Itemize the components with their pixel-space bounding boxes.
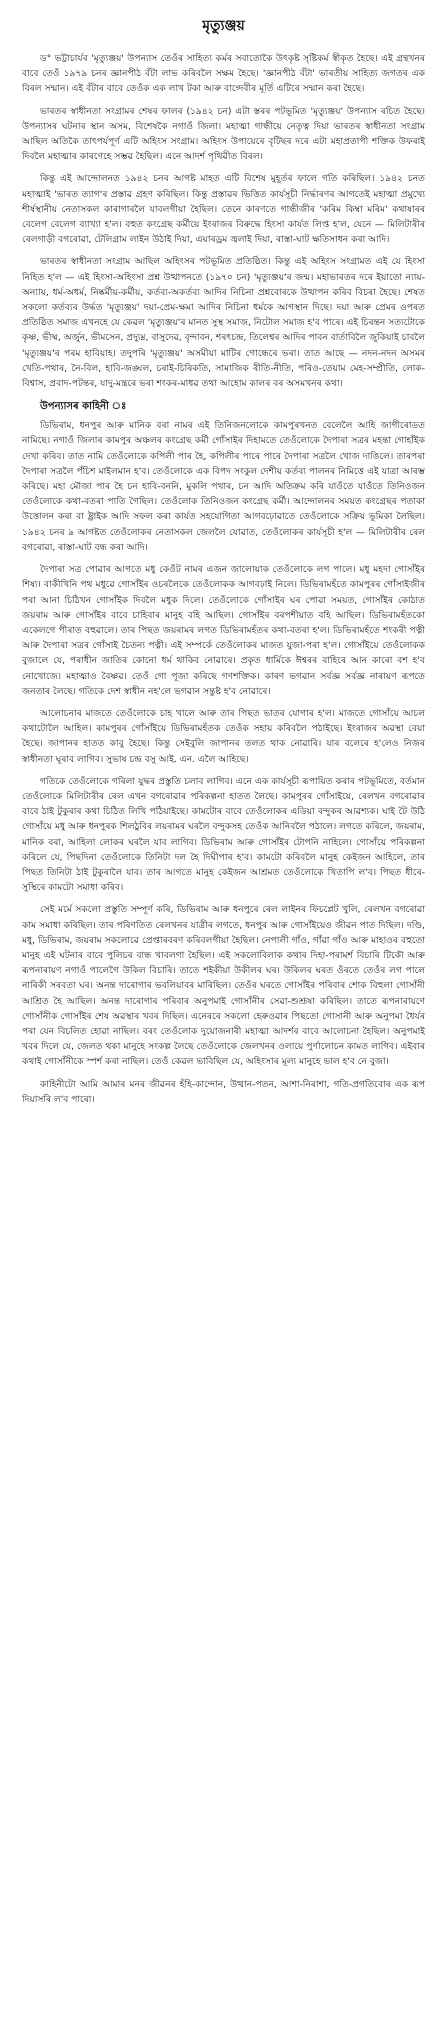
story-paragraph: গতিকে তেওঁলোকে গৰিলা যুদ্ধৰ প্ৰস্তুতি চলাব লাগিব। এনে এক কাৰ্যসূচী ৰূপায়িত কৰাৰ পটভূমিতে, বৰ্তমান তেওঁলোকে মিলিটাৰীৰ ৰেল এখন বগৰোৱাৰ পৰিকল্পনা হাতত লৈছে। কামপুৰৰ গোঁসাইয়ে, ৰেলখন বগৰোৱাৰ বাবে ঠাই টুকুৰাৰ কথা চিঠিত লিখি পঠিয়াইছে। কামটোৰ বাবে তেওঁলোকৰ এডিয়া বন্দুকৰ আৱশ্যক। ঘাই টৈ উঠি গোসাঁয়ে মধু আৰু ধনপুৰক শিলঠুবিৰ লয়ৰামৰ ঘৰলৈ বন্দুকসহ তেওঁক আনিবলৈ পঠালে। লগতে কৰিলে, জয়ৰাম, মানিক বৰা, আহিলা লোকৰ ঘৰলৈ যাব লাগিব। ডিভিৰাম আৰু গোসাঁইৰ টোপনি নাহিলে। গোসাঁয়ে পৰিকল্পনা কৰিলে যে, পিছদিনা তেওঁলোকে তিনিটা দল হৈ দিঘীপাৰ হ'ব। কামটো কৰিবলৈ মানুহ কেইজন আহিলে, তাৰ পিছত তিনিটা ঠাই টুকুৰালৈ যাব। তাৰ আগতে মানুহ কেইজন আশ্ৰমত তেওঁলোকে খিতাপি ল'ব। পিছত ধীৰে-সুস্থিৰে কামটো সমাধা কৰিব। [22,776,425,894]
story-subheading: উপন্যাসৰ কাহিনী ঃ [40,401,127,413]
story-paragraph: দৈপাৰা সত্ৰ পোৱাৰ আগতে মধু কেওঁট নামৰ এজন জালোয়াক তেওঁলোকে লগ পালে। মধু মহদা গোসাঁইৰ শিষ্য। বাকীখিনি পথ মধুৱে গোসাঁইৰ ওচৰলৈকে তেওঁলোকক আগবঢ়াই নিলে। ডিভিৰামহঁতে কামপুৰৰ গোঁসাইজীৰ পৰা আনা চিঠিখন গোসাঁইক দিবলৈ মধুক দিলে। তেওঁলোকে গোঁসাইৰ ঘৰ পোৱা সময়ত, গোসাঁইৰ কোঠাত জয়ৰাম আৰু গোসাঁইৰ বাবে চাহিবাৰ মানুহ বহি আছিল। গোসাঁইৰ বৰপশীয়াত বহি আছিল। ডিভিৰামহঁতকো একেলগে পীৰাত বহুৱালে। তাৰ পিছত জয়ৰামৰ লগত ডিভিৰামহঁতৰ কথা-বতৰা হ'ল। ডিভিৰামহঁতে শংকৰী পত্নী আৰু দৈপাৰা সত্ৰৰ গোঁসাই চৈতন্য পত্নী। এই সম্পৰ্কে তেওঁলোকৰ মাজত যুজা-পৰা হ'ল। গোসাঁইয়ে তেওঁলোকক বুজালে যে, পৰাধীন জাতিৰ কোনো ধৰ্ম থাকিব নোৱাৰে। প্ৰকৃত ধাৰ্মিকে ঈশ্বৰৰ বাহিৰে আন কাৰো বশ হ'ব নোখোজে। মহাত্মাও বৈষ্ণৱ। তেওঁ গো পূজা কৰিছে গণশক্তিক। কাৰণ ভগৱান সৰ্বজ্ঞ সৰ্বজ্ঞ নাৰায়ণ ৰূপতে জনতাৰ লৈছে। গতিকে দেশ স্বাধীন নহ'লে ভগৱান সন্তুষ্ট হ'ব নোৱাৰে। [22,565,425,697]
theme-paragraph: ভাৰতৰ স্বাধীনতা সংগ্ৰাম আছিল অহিংসৰ পটভূমিত প্ৰতিষ্ঠিত। কিন্তু এই অহিংস সংগ্ৰামত এই যে হিংসা নিহিত হ'ল — এই হিংসা-অহিংসা প্ৰশ্ন উত্থাপনতে (১৯৭০ চন) 'মৃত্যুঞ্জয়'ৰ জন্ম। মহাভাৰতৰ দৰে ইয়াতো ন্যায়-অন্যায়, ধৰ্ম-অধৰ্ম, নিষ্কৰ্মীয়-কৰ্মীয়, কৰ্তব্য-অকৰ্তব্য আদিৰ নিচিনা প্ৰশ্নবোৰকে উত্থাপন কৰিব বিচৰা হৈছে। শেষত সকলো কৰ্তব্যৰ উৰ্দ্ধত 'মৃত্যুঞ্জয়' দয়া-প্ৰেম-ক্ষমা আদিৰ নিচিনা ধৰ্মকে আগস্থান দিছে। দয়া আৰু প্ৰেমৰ ওপৰত প্ৰতিষ্ঠিত সমাজ এখনহে যে কেৱল 'মৃত্যুঞ্জয়'ৰ মানত সুস্থ সমাজ, নিটোল সমাজ হ'ব পাৰে। এই চিৰন্তন সত্যটোকে কৃষ্ণ, ভীষ্ম, অৰ্জুন, ভীমসেন, প্ৰদ্যুম্ন, বাসুদেৱ, বৃন্দাবন, শৰৎচন্দ্ৰ, তিলেশ্বৰ আদিৰ পাবন বাৰ্তাবিলৈ জুকিয়াই চাবলৈ 'মৃত্যুঞ্জয়'ৰ পৰম হাবিয়াহ। তদুপৰি 'মৃত্যুঞ্জয়' অসমীয়া মাটিৰ গোন্ধেৰে ভৰা। তাত আছে — নদন-নদন অসমৰ খেতি-পথাৰ, নৈ-বিল, হাবি-জঙ্ঘল, চৰাই-চিৰিকতি, সামাজিক ৰীতি-নীতি, পৰিও-তেয়াম মেহ-সম্প্ৰীতি, লোক-বিশ্বাস, প্ৰবাদ-পটন্তৰ, যাদু-মন্ত্ৰৰে ভৰা শংকৰ-মাধৱ তথা আহোম কালৰ বৰ অসমখনৰ কথা। [22,257,425,390]
intro-paragraph: ড° ভট্টাচাৰ্যৰ 'মৃত্যুঞ্জয়' উপন্যাস তেওঁৰ সাহিত্য কৰ্মৰ সবাতোকৈ উৎকৃষ্ট সৃষ্টিকৰ্ম স্বীকৃত হৈছে। এই গ্ৰন্থখনৰ বাবে তেওঁ ১৯৭৯ চনৰ জ্ঞানপীঠ বঁটা লাভ কৰিবলৈ সক্ষম হৈছে। 'জ্ঞানপীঠ বঁটা' ভাৰতীয় সাহিত্য জগতৰ এক বিৰল সন্মান। এই বঁটাৰ বাবে তেওঁক এক লাখ টকা আৰু বাগ্দেবীৰ মূৰ্তি এটিৰে সন্মান কৰা হৈছে। [22,54,425,95]
story-paragraph: ডিভিৰাম, ধনপুৰ আৰু মানিক বৰা নামৰ এই তিনিজনলোকে কামপুৰখনত বেলেলৈ আহি জাগীৰোডত নামিছে। নগাওঁ জিলাৰ কামপুৰ অঞ্চলৰ কংগ্ৰেছ কৰ্মী গোঁসাইৰ দিহামতে তেওঁলোকে দৈপাৰা সত্ৰৰ মহন্তা গোহাঁইক দেখা কৰিব। তাত নামি তেওঁলোকে কপিলী পাৰ হৈ, কপিলীৰ পাৰে পাৰে দৈপাৰা সত্ৰলৈ খোজ দাঙিলে। তাৰপৰা দৈপাৰা সত্ৰলৈ পঁচিশ মাইলমান হ'ব। তেওঁলোকে এক বিপদ সংকুল দেশীয় কৰ্তব্য পালনৰ নিমিত্তে এই যাত্ৰা আৰম্ভ কৰিছে। মহা মৌজা পাৰ হৈ চন হাবি-বননি, মুকলি পথাৰ, চন আদি অতিক্ৰম কৰি যাওঁতে যাওঁতে তিনিওজন তেওঁলোকে কথা-বতৰা পাতি গৈছিল। তেওঁলোক তিনিওজন কংগ্ৰেছ কৰ্মী। আন্দোলনৰ সময়ত কংগ্ৰেছৰ পতাকা উত্তোলন কৰা বা ষ্ট্ৰাইক আদি সফল কৰা কাৰ্যত সহযোগিতা আগবঢ়োৱাতে তেওঁলোকে সক্ৰিয় ভূমিকা লৈছিল। ১৯৪২ চনৰ ৯ আগষ্টত তেওঁলোকৰ নেতাসকল জেললৈ যোৱাত, তেওঁলোকৰ কাৰ্যসূচী হ'ল — মিলিটাৰীৰ ৰেল বগৰোৱা, ৰাস্তা-ঘাট বন্ধ কৰা আদি। [22,421,425,553]
closing-paragraph: কাহিনীটো আমি আমাৰ মনৰ জীৱনৰ হঁহি-কান্দোন, উত্থান-পতন, আশা-নিৰাশা, গতি-প্ৰগতিবোৰ এক ৰূপ দিয়াসৰি ল'ব পাৰো। [22,1079,425,1105]
background-paragraph: ভাৰতৰ স্বাধীনতা সংগ্ৰামৰ শেষৰ ফালৰ (১৯৪২ চন) এটা স্তৰৰ পটভূমিত 'মৃত্যুঞ্জয়' উপন্যাস ৰচিত হৈছে। উপন্যাসৰ ঘটনাৰ স্থান অসম, বিশেষকৈ নগাওঁ জিলা। মহাত্মা গান্ধীয়ে নেতৃত্ব দিয়া ভাৰতৰ স্বাধীনতা সংগ্ৰাম আছিল অতিকৈ তাৎপৰ্যপূৰ্ণ এটি অহিংস সংগ্ৰাম। অহিংস উপায়েৰে বৃটিছৰ দৰে এটা মহাপ্ৰতাপী শক্তিক উফৰাই দিবলৈ মহাত্মাৰ কাৰণেহে সম্ভৱ হৈছিল। এনে আদৰ্শ পৃথিৱীত বিৰল। [22,106,425,163]
page-title: মৃত্যুঞ্জয় [202,18,245,34]
movement-paragraph: কিন্তু এই আন্দোলনত ১৯৪২ চনৰ আগষ্ট মাহত এটি বিশেষ মুহূৰ্তৰ ফালে গতি কৰিছিল। ১৯৪২ চনত মহাত্মাই 'ভাৰত ত্যাগ'ৰ প্ৰস্তাৱ গ্ৰহণ কৰিছিল। কিন্তু প্ৰস্তাৱৰ ভিত্তিত কাৰ্যসূচী নিৰ্দ্ধাৰণৰ আগতেই মহাত্মা প্ৰমুখ্যে শীৰ্ষস্থানীয় নেতাসকল কাৰাগাৰলৈ যাবলগীয়া হৈছিল। তেনে কাৰণতে গান্ধীজীৰ 'কৰিম কিম্বা মৰিম' কথাষাৰৰ বেলেগ বেলেগ ব্যাখ্যা হ'ল। বহুত কংগ্ৰেছ কৰ্মীয়ে ইংৰাজৰ বিৰুদ্ধে হিংসা কাৰ্যত লিপ্ত হ'ল, যেনে — মিলিটাৰীৰ ৰেলগাড়ী বগৰোৱা, টেলিগ্ৰাম লাইন উঠাই দিয়া, এয়াৰড্ৰম জ্বলাই দিয়া, ৰাস্তা-ঘাট ক্ষতিসাধন কৰা আদি। [22,174,425,246]
story-paragraph: সেই মৰ্মে সকলো প্ৰস্তুতি সম্পূৰ্ণ কৰি, ডিভিৰাম আৰু ধনপুৰে ৰেল লাইনৰ ফিচপ্লেট খুলি, ৰেলখন বগৰোৱা কাম সমাধা কৰিছিল। তাৰ পৰিণতিত ৰেলখনৰ যাত্ৰীৰ লগতে, ধনপুৰ আৰু গোসাঁইয়েও জীৱন পাত দিছিল। দণ্ডি, মধু, ডিভিৰাম, জয়ৰাম সকলোৱে প্ৰেপ্তাৰবৰণ কৰিবলগীয়া হৈছিল। নেপালী গাঁও, গাঁৱা গাঁও আৰু মাহাওৰ বহুতো মানুহ এই ঘটনাৰ বাবে পুলিচৰ বান্ধ খাবলগা হৈছিল। এই সকলোবিলাক কথাৰ দিহা-পৰামৰ্শ বিচাৰি টিকৌ আৰু ৰূপনাৰায়ণ নগাওঁ পালেগৈ উকিল বিচাৰি। তাতে শইকীয়া উকীলৰ ঘৰ। উকিলৰ ঘৰত ওঁৰতে তেওঁৰ লগ পালে নাৰিকী সৰবতা ঘৰ। অনন্ত দাৰোগাৰ ভবলিয়াবৰ মাৰিছিল। তেওঁৰ ঘৰতে গোসাঁইৰ পৰিবাৰ শোক বিহুলা গোসাঁনী আশ্ৰিত হৈ আছিল। অনন্ত দাৰোগাৰ পৰিবাৰ অনুপমাই গোসাঁনীৰ সেৱা-শুশ্ৰূষা কৰিছিল। তাতে ৰূপনাৰায়ণে গোসাঁনীক গোসাঁইৰ শেষ অৱস্থাৰ খবৰ দিছিল। এনেৰৰে সকলো হেৰুওৱাৰ পিছতো গোসানী আৰু অনুপমা ধৈৰ্যৰ পৰা যেন বিচলিত হোৱা নাছিল। বৰং তেওঁলোক দুয়োজনাৰী মহাত্মা আদৰ্শৰ বাবে আলোচনা হৈছিল। অনুপমাই খবৰ দিলে যে, জেলত থকা মানুহে সংকল্প লৈছে তেওঁলোকে জেলখনৰ ওলায়ে পুৰ্ণালোচন কামত লাগিব। এইবাৰ কথাই গোসাঁনীকে স্পৰ্শ কৰা নাছিল। তেওঁ কেৱল ভাবিছিল যে, অহিংসাৰ মূল্য মানুহে ভাল হ'ব নে বুজা। [22,905,425,1068]
story-paragraph: আলোচনাৰ মাজতে তেওঁলোকে চাহ খালে আৰু তাৰ পিছত ভাতৰ যোগাৰ হ'ল। মাজতে গোসাঁয়ে আচল কথাটোলৈ আহিল। কামপুৰৰ গোঁসাঁইয়ে ডিভিৰামহঁতক তেওঁক সহায় কৰিবলৈ পঠাইছে। ইংৰাজৰ অৱস্থা বেয়া হৈছে। জাপানৰ হাতত কাবু হৈছে। কিন্তু সেইবুলি জাপানৰ তলত থাক নোৱাৰি। যাৰ বলেৰে হ'লেও নিজৰ স্বাধীনতা ঘূৰাব লাগিব। সুভাষ চন্দ্ৰ বসু আই. এন. এলৈ আহিছে। [22,708,425,765]
